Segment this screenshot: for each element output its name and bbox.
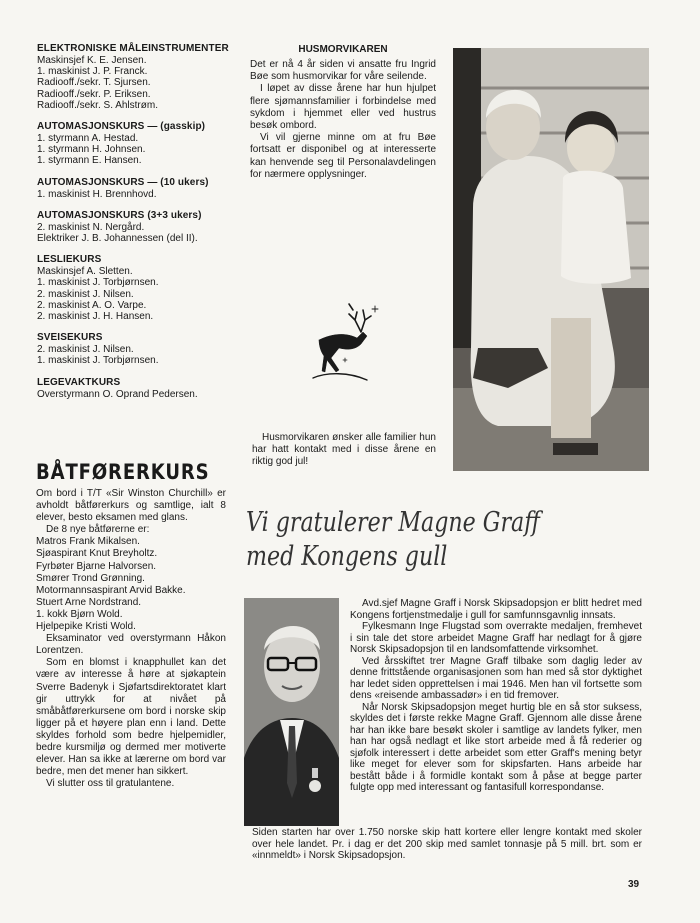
course-participant: Elektriker J. B. Johannessen (del II). [37, 233, 198, 245]
graff-paragraph: Når Norsk Skipsadopsjon meget hurtig ble en så stor suksess, skyldes det i første rekke Magne Graff. Gjennom alle disse årene har han ikke bare besøkt skoler i samtlige av landets fylker, men han har også nedlagt et like stort arbeide med å få rederier og sjøfolk interessert i dette arbeidet som etter Graff's mening betyr like meget for elever som for skipsfarten. Hans arbeide har bestått både i å formidle kontakt som å påse at begge parter fulgte opp med interessant og fantasifull korrespondanse. [350, 701, 642, 793]
boat-course-heading: BÅTFØRERKURS [36, 460, 210, 484]
husmor-article [250, 44, 436, 181]
course-lists [37, 43, 232, 410]
boat-closing: Vi slutter oss til gratulantene. [46, 778, 175, 790]
student-item: Motormannsaspirant Arvid Bakke. [36, 584, 186, 596]
course-participant: 2. maskinist N. Nergård. [37, 221, 145, 233]
course-participant: Maskinsjef A. Sletten. [37, 266, 133, 278]
course-section [37, 210, 232, 244]
student-item: Matros Frank Mikalsen. [36, 536, 140, 548]
boat-body-text: Som en blomst i knapphullet kan det være av interesse å høre at sjøkaptein Sverre Badenyk i Sjøfartsdirektoratet klart gir uttrykk for at nivået på småbåtførerkursene om bord i norske skip ligger på et høyere plan enn i land. Dette skyldes forhold som bedre hjelpemidler, bedre kursmiljø og dermed mer motiverte elever. Han sa ikke at lærerne om bord var bedre, men det mener han sikkert. [36, 657, 226, 778]
husmor-paragraph: I løpet av disse årene har hun hjulpet flere sjømannsfamilier i forbindelse med sykdom i hjemmet eller ved hustrus besøk ombord. [250, 83, 436, 132]
graff-paragraph: Fylkesmann Inge Flugstad som overrakte medaljen, fremhevet i sin tale det store arbeidet Magne Graff har nedlagt for å gjøre Norsk Skipsadopsjon til en landsomfattende virksomhet. [350, 621, 642, 655]
husmor-paragraph: Det er nå 4 år siden vi ansatte fru Ingrid Bøe som husmorvikar for våre seilende. [250, 59, 436, 83]
course-participant: 1. styrmann E. Hansen. [37, 155, 142, 167]
page-number: 39 [628, 879, 640, 890]
course-participant: 2. maskinist J. Nilsen. [37, 344, 134, 356]
course-section [37, 43, 232, 111]
course-participant: Overstyrmann O. Oprand Pedersen. [37, 388, 198, 400]
course-section [37, 254, 232, 322]
course-participant: 1. styrmann A. Hestad. [37, 133, 139, 145]
student-item: Stuert Arne Nordstrand. [36, 596, 142, 608]
graff-paragraph: Ved årsskiftet trer Magne Graff tilbake som daglig leder av denne frittstående organisasjonen som han med så stor dyktighet har ledet siden opprettelsen i mai 1946. Men han vil fortsette som dens «reisende ambassadør» i en tid fremover. [350, 655, 642, 701]
course-section [37, 121, 232, 167]
congrats-line-2: med Kongens gull [246, 541, 448, 572]
husmor-heading: HUSMORVIKAREN [298, 44, 388, 55]
course-participant: 1. maskinist J. Torbjørnsen. [37, 355, 159, 367]
course-title: SVEISEKURS [37, 332, 103, 344]
husmor-caption: Husmorvikaren ønsker alle familier hun har hatt kontakt med i disse årene en riktig god jul! [252, 432, 436, 468]
husmor-photo [453, 48, 649, 471]
husmor-paragraph: Vi vil gjerne minne om at fru Bøe fortsatt er disponibel og at interesserte kan henvende seg til Personalavdelingen for nærmere opplysninger. [250, 132, 436, 180]
course-section [37, 377, 232, 400]
course-title: AUTOMASJONSKURS — (gasskip) [37, 121, 206, 133]
course-title: LEGEVAKTKURS [37, 376, 121, 388]
course-participant: Maskinsjef K. E. Jensen. [37, 55, 147, 66]
student-item: Smører Trond Grønning. [36, 572, 145, 584]
course-participant: 2. maskinist J. H. Hansen. [37, 311, 154, 323]
boat-course-article [36, 488, 226, 790]
graff-article-tail: Siden starten har over 1.750 norske skip hatt kortere eller lengre kontakt med skoler over hele landet. Pr. i dag er det 200 skip med samlet tonnasje på 5 mill. brt. som er «innmeldt» i Norsk Skipsadopsjon. [252, 827, 642, 861]
course-participant: 1. styrmann H. Johnsen. [37, 144, 146, 156]
course-participant: 1. maskinist H. Brennhovd. [37, 188, 157, 200]
photo-man-portrait [244, 598, 339, 826]
course-title: LESLIEKURS [37, 254, 102, 266]
course-participant: 1. maskinist J. P. Franck. [37, 66, 148, 78]
course-title: AUTOMASJONSKURS (3+3 ukers) [37, 209, 202, 221]
student-item: Sjøaspirant Knut Breyholtz. [36, 548, 158, 560]
boat-intro: Om bord i T/T «Sir Winston Churchill» er avholdt båtførerkurs og samtlige, ialt 8 elever, besto eksamen med glans. [36, 488, 226, 524]
course-participant: 2. maskinist J. Nilsen. [37, 288, 134, 300]
student-item: Fyrbøter Bjarne Halvorsen. [36, 560, 157, 572]
reindeer-illustration [305, 298, 385, 388]
course-participant: Radiooff./sekr. S. Ahlstrøm. [37, 99, 158, 111]
course-section [37, 177, 232, 200]
course-title: ELEKTRONISKE MÅLEINSTRUMENTER [37, 43, 229, 54]
course-participant: 2. maskinist A. O. Varpe. [37, 299, 147, 311]
course-title: AUTOMASJONSKURS — (10 ukers) [37, 176, 209, 188]
boat-examiner: Eksaminator ved overstyrmann Håkon Lorentzen. [36, 633, 226, 657]
graff-paragraph: Avd.sjef Magne Graff i Norsk Skipsadopsjon er blitt hedret med Kongens fortjenstmedalje i gull for samfunnsgavnlig innsats. [350, 598, 642, 621]
congrats-heading [246, 506, 540, 574]
student-item: 1. kokk Bjørn Wold. [36, 608, 123, 620]
boat-list-intro: De 8 nye båtførerne er: [46, 524, 150, 536]
photo-woman-with-child [453, 48, 649, 471]
congrats-line-1: Vi gratulerer Magne Graff [246, 507, 540, 538]
course-participant: Radiooff./sekr. P. Eriksen. [37, 88, 151, 100]
course-participant: Radiooff./sekr. T. Sjursen. [37, 77, 151, 89]
graff-portrait [244, 598, 339, 826]
student-item: Hjelpepike Kristi Wold. [36, 621, 136, 633]
graff-article [350, 598, 642, 794]
course-participant: 1. maskinist J. Torbjørnsen. [37, 277, 159, 289]
course-section [37, 332, 232, 366]
